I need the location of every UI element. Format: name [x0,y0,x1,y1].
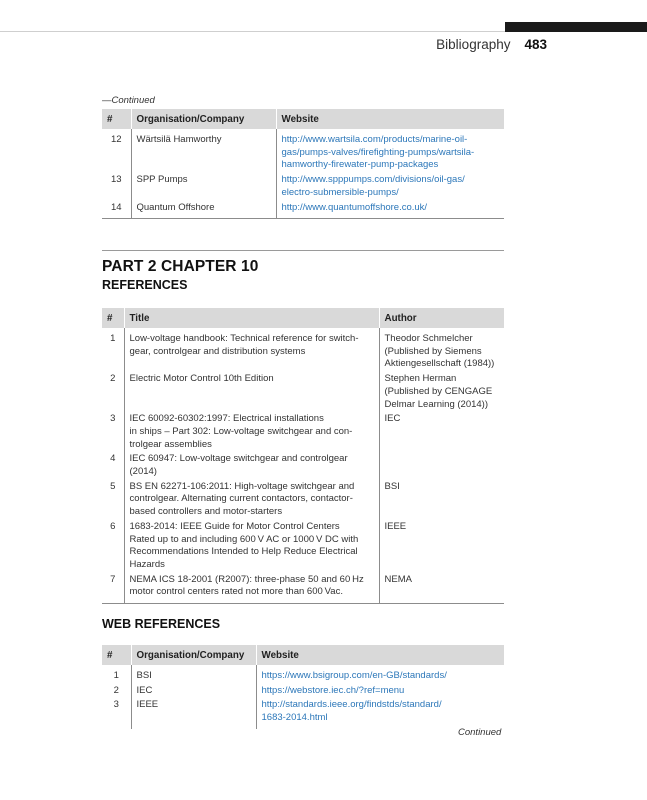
reference-title-line: controlgear. Alternating current contactors, contactor- [129,493,353,505]
reference-title-cell [124,412,379,452]
web-references-table [102,645,504,729]
row-number: 13 [110,174,122,186]
website-link[interactable]: https://webstore.iec.ch/?ref=menu [261,684,405,696]
row-number: 2 [113,684,119,696]
row-number: 4 [110,453,116,465]
table-row [102,520,504,573]
organisation-website-table [102,109,504,219]
website-cell [276,201,504,219]
row-number: 3 [113,699,119,711]
reference-title-line: Low-voltage handbook: Technical reference for switch- [129,333,359,344]
column-header-website: Website [256,645,504,665]
column-header-organisation: Organisation/Company [131,645,256,665]
column-header-website: Website [276,109,504,129]
website-link[interactable]: 1683-2014.html [261,712,328,724]
reference-title-line: (2014) [129,466,157,478]
reference-title-line: Electric Motor Control 10th Edition [129,373,274,385]
reference-author-line: Stephen Herman [384,373,457,385]
table-row [102,698,504,728]
reference-title-cell [124,328,379,372]
references-table [102,308,504,604]
reference-author-line: Delmar Learning (2014)) [384,398,488,410]
table-row [102,684,504,699]
row-number: 12 [110,134,122,145]
website-cell [256,665,504,684]
column-header-number: # [102,109,131,129]
website-link[interactable]: gas/pumps-valves/firefighting-pumps/wartsila- [281,146,475,158]
table-row [102,201,504,219]
column-header-number: # [102,308,124,328]
reference-author-line: IEC [384,413,401,425]
website-link[interactable]: http://standards.ieee.org/findstds/standard/ [261,699,442,711]
reference-title-line: IEC 60947: Low-voltage switchgear and controlgear [129,453,348,465]
reference-title-line: Recommendations Intended to Help Reduce Electrical [129,546,358,558]
reference-author-line: (Published by Siemens [384,345,482,357]
organisation-name: IEEE [131,698,256,728]
row-number: 6 [110,520,116,532]
web-references-heading: WEB REFERENCES [102,617,221,631]
website-link[interactable]: hamworthy-firewater-pump-packages [281,159,439,171]
reference-author-cell [379,328,504,372]
website-link[interactable]: https://www.bsigroup.com/en-GB/standards/ [261,670,447,681]
table-row [102,480,504,520]
website-link[interactable]: http://www.spppumps.com/divisions/oil-gas/ [281,174,465,186]
references-heading: REFERENCES [102,278,188,292]
website-link[interactable]: electro-submersible-pumps/ [281,186,399,198]
header-bar [505,22,647,32]
reference-author-line: IEEE [384,520,407,532]
table-header-row [102,645,504,665]
row-number: 14 [110,201,122,213]
table-row [102,173,504,200]
row-number: 1 [110,333,116,344]
table-header-row [102,109,504,129]
website-cell [256,698,504,728]
reference-title-line: based controllers and motor-starters [129,506,283,518]
reference-author-cell [379,372,504,412]
row-number: 2 [110,373,116,385]
table-row [102,412,504,452]
reference-title-cell [124,480,379,520]
table-row [102,129,504,173]
table-header-row [102,308,504,328]
organisation-name: Wärtsilä Hamworthy [131,129,276,173]
reference-author-cell [379,480,504,520]
column-header-number: # [102,645,131,665]
reference-author-line: (Published by CENGAGE [384,385,493,397]
row-number: 1 [113,670,119,681]
organisation-name: IEC [131,684,256,699]
row-number: 3 [110,413,116,425]
reference-title-line: trolgear assemblies [129,438,212,450]
website-link[interactable]: http://www.quantumoffshore.co.uk/ [281,201,428,213]
organisation-name: Quantum Offshore [131,201,276,219]
website-cell [276,173,504,200]
website-cell [256,684,504,699]
table-row [102,372,504,412]
website-link[interactable]: http://www.wartsila.com/products/marine-oil- [281,134,468,145]
table-row [102,328,504,372]
row-number: 5 [110,480,116,492]
reference-author-line: BSI [384,480,400,492]
table-row [102,573,504,604]
reference-title-line: motor control centers rated not more than 600 Vac. [129,586,343,598]
reference-author-cell [379,412,504,452]
reference-author-cell [379,573,504,604]
table-row [102,452,504,479]
reference-title-cell [124,573,379,604]
reference-author-line: Theodor Schmelcher [384,333,473,344]
reference-title-cell [124,372,379,412]
column-header-title: Title [124,308,379,328]
website-cell [276,129,504,173]
reference-title-line: in ships – Part 302: Low-voltage switchgear and con- [129,425,353,437]
reference-title-line: BS EN 62271-106:2011: High-voltage switchgear and [129,480,355,492]
organisation-name: SPP Pumps [131,173,276,200]
reference-author-cell [379,452,504,479]
continued-footer: Continued [458,727,502,738]
section-title: Bibliography [436,37,511,52]
reference-title-line: Rated up to and including 600 V AC or 1000 V DC with [129,533,359,545]
row-number: 7 [110,573,116,585]
part-chapter-heading: PART 2 CHAPTER 10 [102,258,259,275]
column-header-organisation: Organisation/Company [131,109,276,129]
reference-title-line: NEMA ICS 18-2001 (R2007): three-phase 50 and 60 Hz [129,573,364,585]
organisation-name: BSI [131,665,256,684]
table-row [102,665,504,684]
section-divider [102,250,504,251]
reference-title-cell [124,452,379,479]
reference-title-line: IEC 60092-60302:1997: Electrical installations [129,413,324,425]
column-header-author: Author [379,308,504,328]
reference-title-cell [124,520,379,573]
reference-title-line: Hazards [129,558,165,570]
reference-title-line: gear, controlgear and distribution systems [129,345,306,357]
reference-author-line: NEMA [384,573,412,585]
continued-label: —Continued [102,95,155,106]
running-head [436,37,547,52]
reference-author-line: Aktiengesellschaft (1984)) [384,358,495,370]
page-number: 483 [524,37,547,52]
reference-title-line: 1683-2014: IEEE Guide for Motor Control Centers [129,520,340,532]
reference-author-cell [379,520,504,573]
